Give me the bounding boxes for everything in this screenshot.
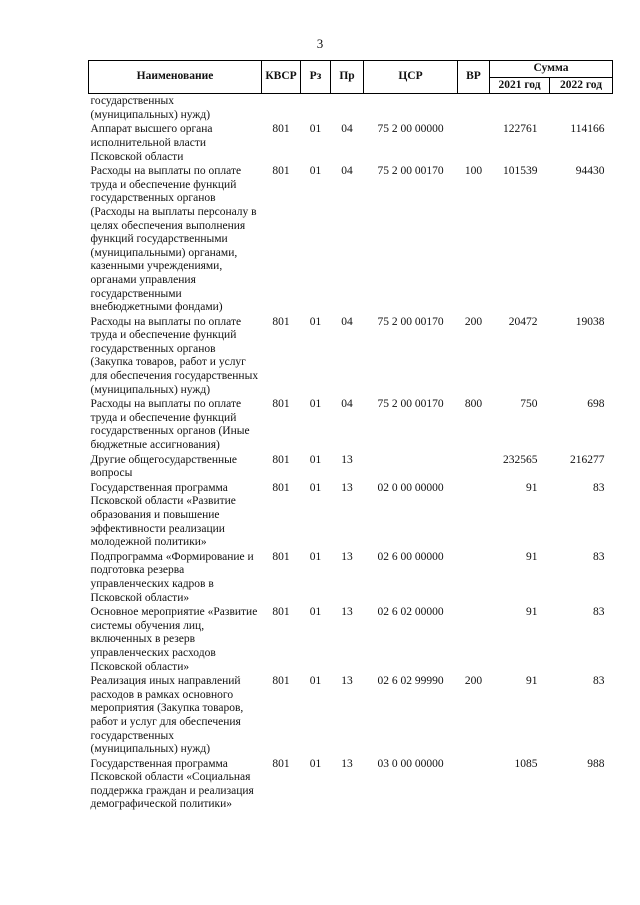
cell-vr bbox=[458, 757, 490, 812]
cell-csr bbox=[364, 453, 458, 481]
cell-kvsr: 801 bbox=[272, 315, 290, 328]
cell-sum-2022: 19038 bbox=[575, 315, 605, 328]
cell-sum-2022: 114166 bbox=[570, 123, 605, 136]
cell-vr bbox=[458, 94, 490, 123]
cell-vr: 800 bbox=[464, 398, 483, 411]
table-row bbox=[89, 94, 613, 123]
cell-kvsr: 801 bbox=[272, 481, 290, 494]
table-row bbox=[89, 550, 613, 605]
table-row bbox=[89, 122, 613, 164]
cell-sum-2022: 698 bbox=[587, 398, 605, 411]
cell-vr: 200 bbox=[464, 675, 483, 688]
header-rz: Рз bbox=[301, 61, 331, 94]
cell-name: Реализация иных направлений расходов в рамках основного мероприятия (Закупка товаров, работ и услуг для обеспечения государственных (муниципальных) нужд) bbox=[90, 675, 244, 756]
cell-sum-2021 bbox=[490, 94, 550, 123]
table-body bbox=[89, 94, 613, 812]
cell-pr: 13 bbox=[341, 675, 353, 688]
cell-sum-2021: 20472 bbox=[508, 315, 538, 328]
cell-sum-2021: 750 bbox=[520, 398, 538, 411]
cell-csr: 02 6 00 00000 bbox=[377, 550, 444, 563]
cell-name: Государственная программа Псковской области «Социальная поддержка граждан и реализация демографической политики» bbox=[90, 757, 254, 811]
cell-pr: 13 bbox=[341, 606, 353, 619]
cell-sum-2022: 83 bbox=[593, 481, 605, 494]
header-name: Наименование bbox=[89, 61, 262, 94]
cell-rz bbox=[301, 94, 331, 123]
cell-sum-2022: 216277 bbox=[570, 453, 605, 466]
cell-sum-2021: 101539 bbox=[503, 165, 538, 178]
cell-pr: 04 bbox=[341, 398, 353, 411]
table-header bbox=[89, 61, 613, 94]
cell-csr: 03 0 00 00000 bbox=[377, 757, 444, 770]
cell-pr: 04 bbox=[341, 315, 353, 328]
cell-pr: 04 bbox=[341, 123, 353, 136]
table-row bbox=[89, 453, 613, 481]
cell-sum-2021: 91 bbox=[526, 481, 538, 494]
cell-rz: 01 bbox=[309, 453, 322, 466]
cell-sum-2021: 232565 bbox=[503, 453, 538, 466]
cell-csr: 75 2 00 00170 bbox=[377, 398, 444, 411]
cell-rz: 01 bbox=[309, 606, 322, 619]
cell-kvsr: 801 bbox=[272, 165, 290, 178]
cell-rz: 01 bbox=[309, 315, 322, 328]
cell-name: Расходы на выплаты по оплате труда и обеспечение функций государственных органов (Расходы на выплаты персоналу в целях обеспечения выполнения функций государственными (муниципальными) органами, казенными учреждениями, органами управления государственными внебюджетными фондами) bbox=[90, 165, 257, 314]
cell-kvsr: 801 bbox=[272, 123, 290, 136]
cell-rz: 01 bbox=[309, 675, 322, 688]
cell-pr: 13 bbox=[341, 453, 353, 466]
page-number: 3 bbox=[316, 36, 324, 51]
cell-vr bbox=[458, 453, 490, 481]
cell-csr bbox=[364, 94, 458, 123]
cell-csr: 02 6 02 99990 bbox=[377, 675, 444, 688]
cell-name: Расходы на выплаты по оплате труда и обеспечение функций государственных органов (Закупка товаров, работ и услуг для обеспечения государственных (муниципальных) нужд) bbox=[90, 315, 259, 396]
header-kvsr: КВСР bbox=[262, 61, 301, 94]
cell-rz: 01 bbox=[309, 757, 322, 770]
cell-sum-2022: 83 bbox=[593, 550, 605, 563]
cell-sum-2022: 988 bbox=[587, 757, 605, 770]
cell-pr: 13 bbox=[341, 550, 353, 563]
cell-name: Основное мероприятие «Развитие системы обучения лиц, включенных в резерв управленческих расходов Псковской области» bbox=[90, 606, 258, 673]
cell-vr bbox=[458, 550, 490, 605]
cell-csr: 75 2 00 00000 bbox=[377, 123, 444, 136]
cell-rz: 01 bbox=[309, 398, 322, 411]
cell-rz: 01 bbox=[309, 481, 322, 494]
cell-vr: 100 bbox=[464, 165, 483, 178]
cell-pr: 13 bbox=[341, 757, 353, 770]
cell-name: государственных (муниципальных) нужд) bbox=[90, 95, 211, 121]
cell-name: Государственная программа Псковской области «Развитие образования и повышение эффективности реализации молодежной политики» bbox=[90, 481, 236, 549]
cell-pr: 04 bbox=[341, 165, 353, 178]
table-row bbox=[89, 164, 613, 315]
cell-pr bbox=[331, 94, 364, 123]
cell-pr: 13 bbox=[341, 481, 353, 494]
table-row bbox=[89, 674, 613, 757]
cell-kvsr: 801 bbox=[272, 550, 290, 563]
cell-vr: 200 bbox=[464, 315, 483, 328]
cell-name: Другие общегосударственные вопросы bbox=[90, 453, 237, 480]
cell-sum-2022: 83 bbox=[593, 675, 605, 688]
cell-sum-2021: 91 bbox=[526, 675, 538, 688]
table-row bbox=[89, 757, 613, 812]
cell-name: Расходы на выплаты по оплате труда и обеспечение функций государственных органов (Иные бюджетные ассигнования) bbox=[90, 398, 250, 452]
cell-rz: 01 bbox=[309, 550, 322, 563]
cell-csr: 02 6 02 00000 bbox=[377, 606, 444, 619]
budget-table bbox=[88, 60, 613, 812]
table-row bbox=[89, 397, 613, 452]
header-sum: Сумма bbox=[490, 61, 613, 78]
cell-sum-2021: 122761 bbox=[503, 123, 538, 136]
header-csr: ЦСР bbox=[364, 61, 458, 94]
cell-kvsr: 801 bbox=[272, 606, 290, 619]
header-year-2021: 2021 год bbox=[490, 77, 550, 94]
cell-sum-2022: 94430 bbox=[575, 165, 605, 178]
cell-kvsr bbox=[262, 94, 301, 123]
cell-csr: 75 2 00 00170 bbox=[377, 165, 444, 178]
cell-kvsr: 801 bbox=[272, 757, 290, 770]
cell-kvsr: 801 bbox=[272, 398, 290, 411]
table-row bbox=[89, 481, 613, 550]
cell-sum-2022 bbox=[550, 94, 613, 123]
cell-vr bbox=[458, 481, 490, 550]
table-row bbox=[89, 605, 613, 674]
cell-kvsr: 801 bbox=[272, 453, 290, 466]
cell-csr: 75 2 00 00170 bbox=[377, 315, 444, 328]
cell-sum-2021: 91 bbox=[526, 606, 538, 619]
header-vr: ВР bbox=[458, 61, 490, 94]
cell-rz: 01 bbox=[309, 165, 322, 178]
cell-sum-2021: 91 bbox=[526, 550, 538, 563]
cell-kvsr: 801 bbox=[272, 675, 290, 688]
header-year-2022: 2022 год bbox=[550, 77, 613, 94]
cell-csr: 02 0 00 00000 bbox=[377, 481, 444, 494]
cell-vr bbox=[458, 122, 490, 164]
cell-sum-2022: 83 bbox=[593, 606, 605, 619]
table-row bbox=[89, 315, 613, 398]
header-pr: Пр bbox=[331, 61, 364, 94]
cell-rz: 01 bbox=[309, 123, 322, 136]
cell-vr bbox=[458, 605, 490, 674]
cell-name: Аппарат высшего органа исполнительной власти Псковской области bbox=[90, 123, 213, 163]
cell-name: Подпрограмма «Формирование и подготовка резерва управленческих кадров в Псковской области» bbox=[90, 550, 254, 604]
cell-sum-2021: 1085 bbox=[514, 757, 538, 770]
